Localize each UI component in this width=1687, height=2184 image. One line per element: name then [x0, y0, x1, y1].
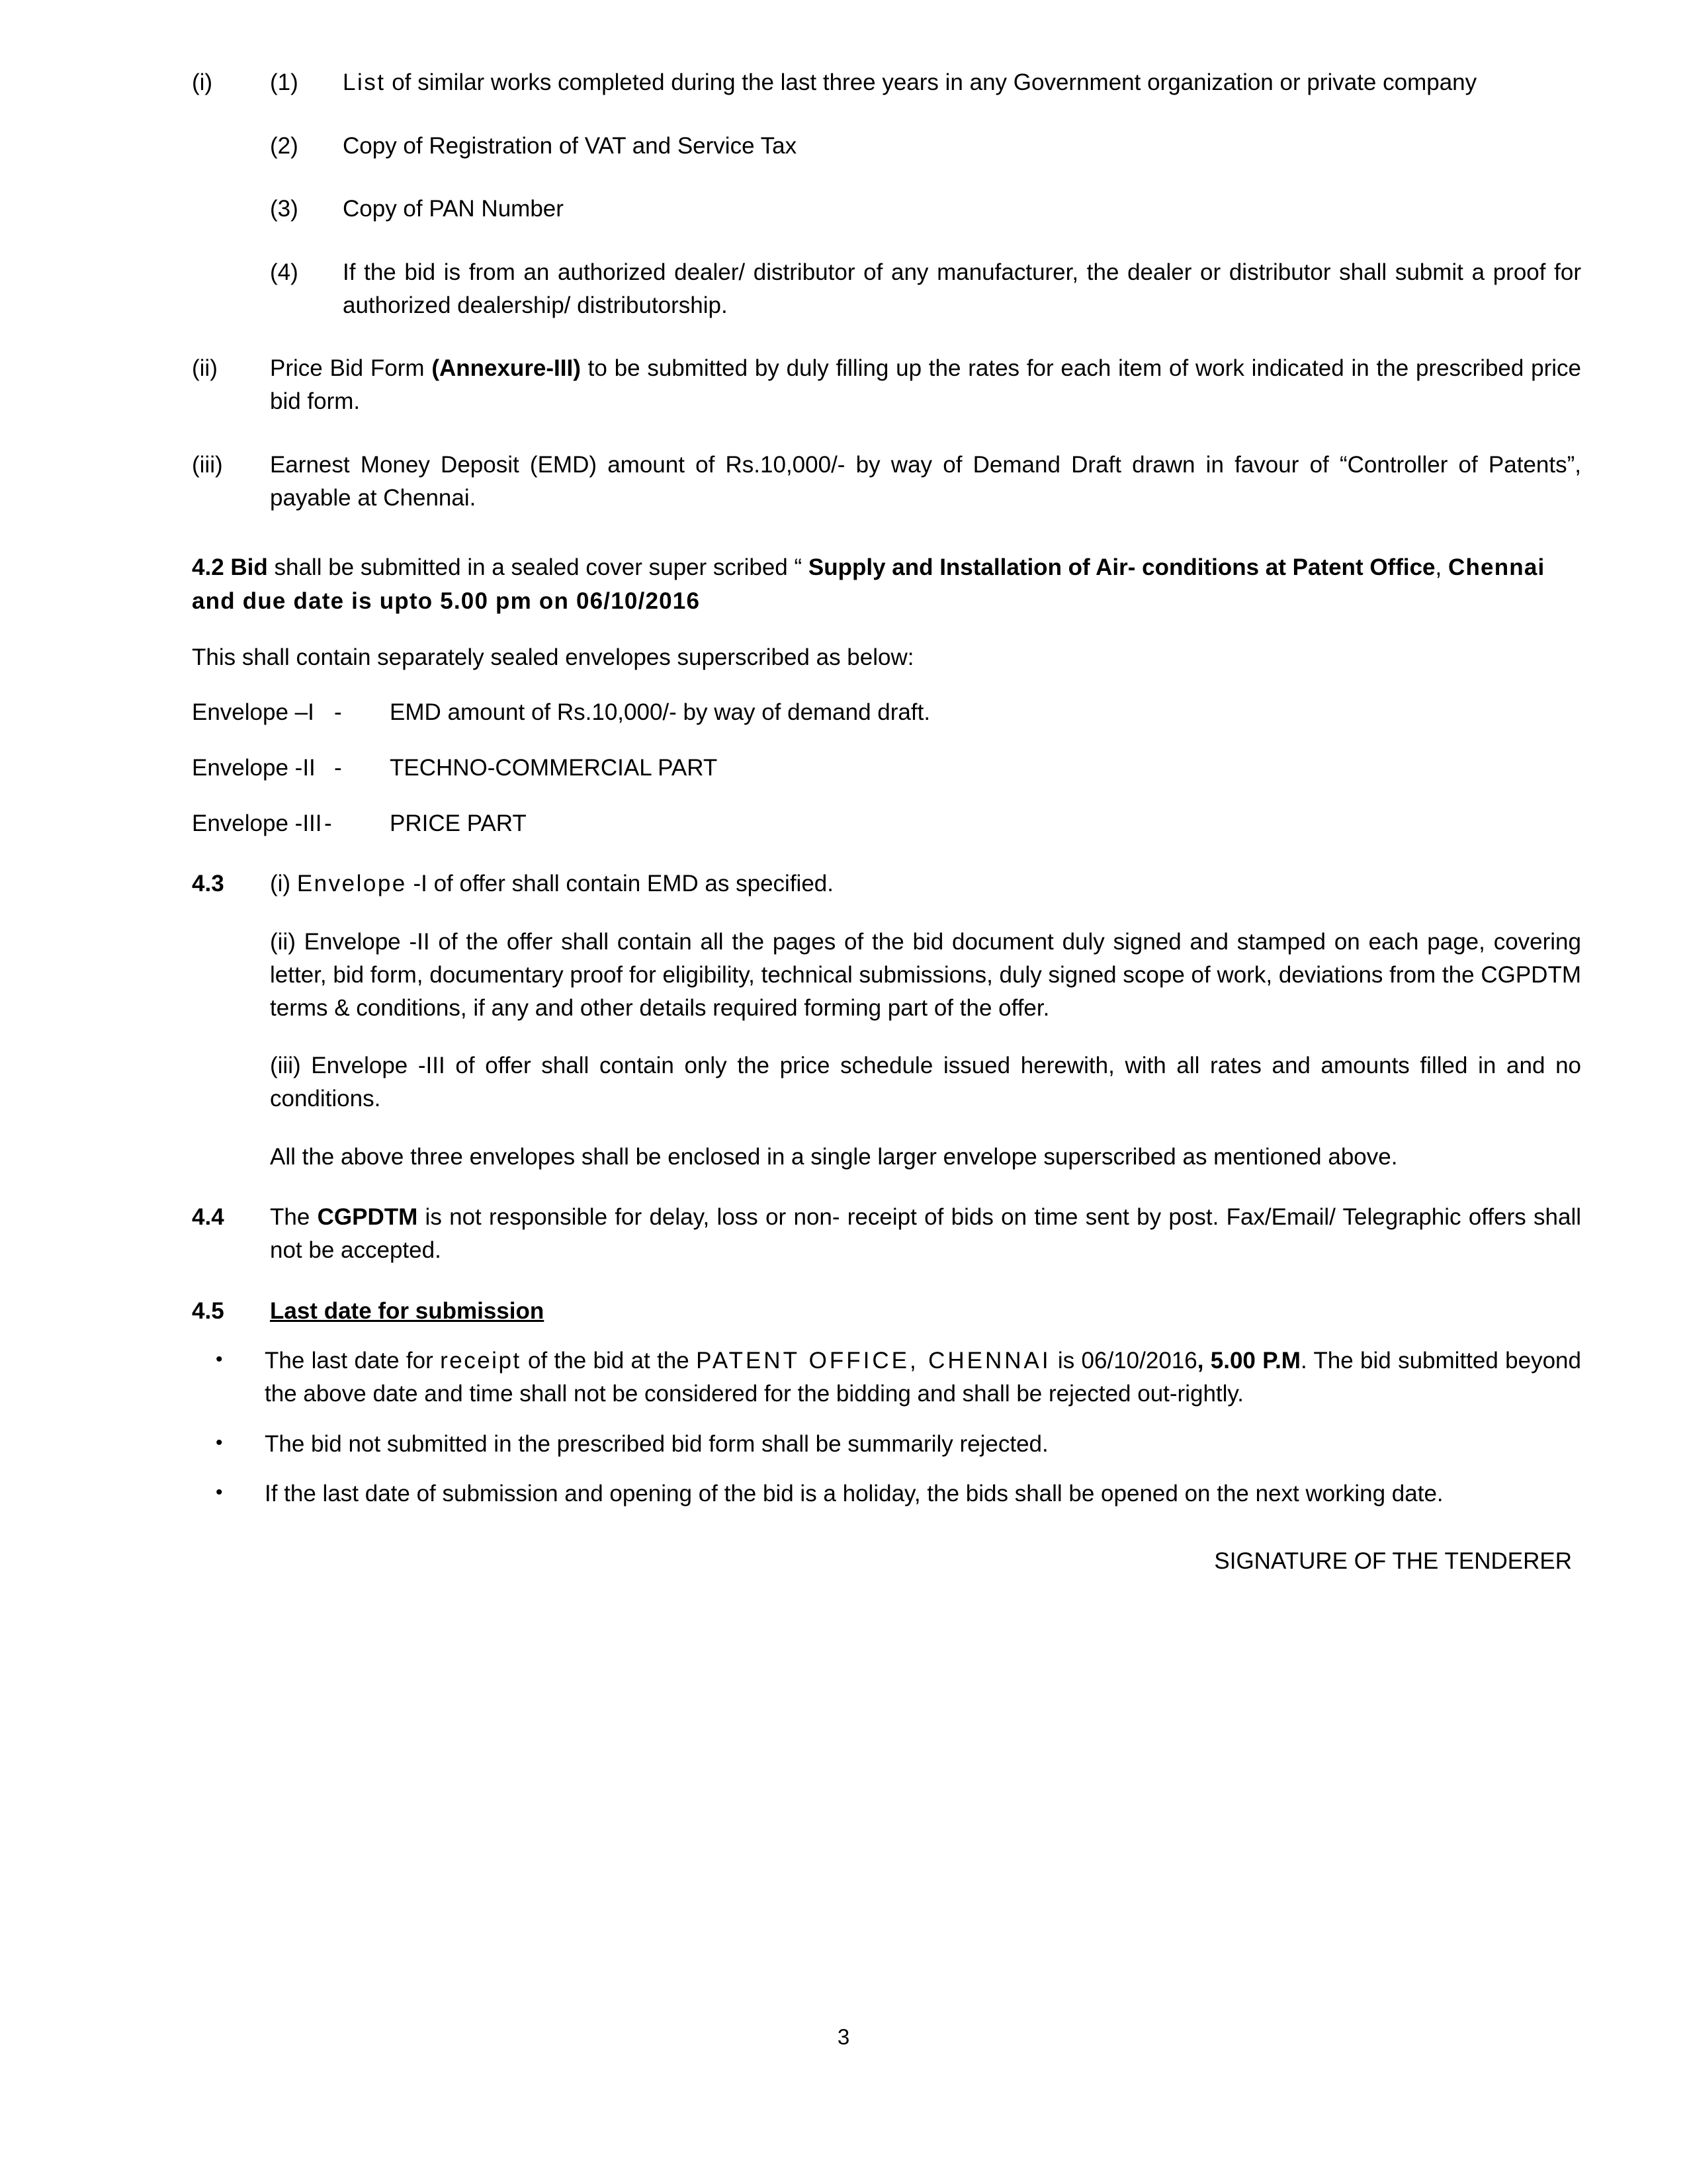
bullet-part-2: of the bid at the	[521, 1348, 697, 1374]
page-number: 3	[837, 2025, 850, 2049]
list-item-text: List of similar works completed during the last three years in any Government organization or private company	[343, 69, 1477, 95]
section-4-2	[192, 551, 1581, 619]
bullet-part-1: The last date for	[265, 1348, 441, 1374]
envelope-row	[192, 752, 1581, 785]
section-4-5-body	[270, 1295, 1581, 1328]
section-4-5-heading: Last date for submission	[270, 1297, 544, 1324]
list-item	[192, 1428, 1581, 1461]
list-marker-number: (1)	[270, 69, 298, 95]
list-item	[192, 1477, 1581, 1510]
list-item-text: If the bid is from an authorized dealer/ distributor of any manufacturer, the dealer or distributor shall submit a proof for authorized dealership/ distributorship.	[343, 259, 1581, 318]
price-bid-annexure: (Annexure-III)	[431, 355, 581, 382]
section-4-2-bold-1: Supply and Installation of Air- conditions at Patent Office	[808, 554, 1436, 581]
envelope-row	[192, 807, 1581, 840]
envelope-value: TECHNO-COMMERCIAL PART	[390, 755, 718, 781]
bullet-text: The bid not submitted in the prescribed bid form shall be summarily rejected.	[265, 1430, 1049, 1457]
bullet-text: If the last date of submission and opening of the bid is a holiday, the bids shall be opened on the next working date.	[265, 1481, 1444, 1507]
list-item	[192, 66, 1581, 99]
envelope-dash: -	[334, 699, 342, 726]
section-4-2-number: 4.2 Bid	[192, 554, 268, 581]
list-marker-roman: (i)	[192, 69, 213, 95]
signature-line: SIGNATURE OF THE TENDERER	[1214, 1548, 1572, 1575]
bullet-text	[265, 1344, 1581, 1410]
envelope-row	[192, 696, 1581, 729]
bullet-icon: •	[216, 1431, 223, 1454]
document-body	[192, 66, 1581, 1578]
section-4-2-intro: This shall contain separately sealed envelopes superscribed as below:	[192, 644, 914, 670]
para-i-prefix: (i)	[270, 871, 297, 897]
list-item-emd	[192, 449, 1581, 514]
list-item-text-rest: of similar works completed during the last three years in any Government organization or private company	[385, 69, 1477, 95]
list-item-text: Copy of Registration of VAT and Service Tax	[343, 132, 797, 159]
list-item	[192, 256, 1581, 322]
envelope-value: EMD amount of Rs.10,000/- by way of demand draft.	[390, 699, 931, 726]
bullet-spaced-receipt: receipt	[440, 1348, 521, 1374]
list-item	[192, 193, 1581, 226]
section-4-3-para-i	[270, 867, 1581, 900]
section-4-4-text-1: The	[270, 1204, 318, 1231]
section-4-4-number: 4.4	[192, 1204, 224, 1231]
list-marker-number: (4)	[270, 259, 298, 286]
price-bid-text-2: to be submitted by duly filling up the rates for each item of work indicated in the prescribed price bid form.	[270, 355, 1582, 415]
envelope-dash: -	[324, 810, 332, 836]
bullet-part-3: is 06/10/2016	[1051, 1348, 1197, 1374]
list-marker-roman: (iii)	[192, 451, 223, 478]
para-i-rest: -I of offer shall contain EMD as specified.	[406, 871, 834, 897]
section-4-3-para-iii: (iii) Envelope -III of offer shall contain only the price schedule issued herewith, with all rates and amounts filled in and no conditions.	[270, 1053, 1581, 1112]
list-item-text: Earnest Money Deposit (EMD) amount of Rs.10,000/- by way of Demand Draft drawn in favour of “Controller of Patents”, payable at Chennai.	[270, 451, 1581, 511]
section-4-3-para-iv: All the above three envelopes shall be enclosed in a single larger envelope superscribed as mentioned above.	[270, 1143, 1398, 1170]
section-4-3-number: 4.3	[192, 871, 224, 897]
section-4-2-text-2: ,	[1435, 554, 1448, 581]
price-bid-text-1: Price Bid Form	[270, 355, 432, 382]
section-4-3	[192, 867, 1581, 1173]
section-4-5-bullets	[192, 1344, 1581, 1510]
list-item-price-bid	[192, 352, 1581, 417]
list-marker-number: (3)	[270, 196, 298, 222]
section-4-3-body	[270, 867, 1581, 1173]
section-4-5	[192, 1295, 1581, 1328]
list-marker-roman: (ii)	[192, 355, 218, 382]
bullet-icon: •	[216, 1481, 223, 1504]
list-item-text	[270, 352, 1581, 417]
envelope-name: Envelope -II	[192, 755, 316, 781]
envelope-name: Envelope -III	[192, 810, 322, 836]
list-marker-number: (2)	[270, 132, 298, 159]
section-4-5-number: 4.5	[192, 1297, 224, 1324]
list-item	[192, 1344, 1581, 1410]
bullet-bold-time: , 5.00 P.M	[1197, 1348, 1301, 1374]
section-4-4	[192, 1201, 1581, 1266]
envelope-dash: -	[334, 755, 342, 781]
list-item-text: Copy of PAN Number	[343, 196, 564, 222]
bullet-part-4: . The bid submitted beyond the above date and time shall not be considered for the bidding and shall be rejected out-rightly.	[265, 1348, 1581, 1407]
section-4-2-bold-2: Chennai and due date is upto 5.00 pm on 06/10/2016	[192, 554, 1545, 614]
section-4-4-body	[270, 1201, 1581, 1266]
list-item	[192, 130, 1581, 163]
bullet-icon: •	[216, 1348, 223, 1371]
envelope-value: PRICE PART	[390, 810, 527, 836]
section-4-4-text-2: is not responsible for delay, loss or non- receipt of bids on time sent by post. Fax/Email/ Telegraphic offers shall not be accepted.	[270, 1204, 1581, 1263]
bullet-spaced-office: PATENT OFFICE, CHENNAI	[696, 1348, 1051, 1374]
envelope-name: Envelope –I	[192, 699, 314, 726]
section-4-3-para-ii: (ii) Envelope -II of the offer shall contain all the pages of the bid document duly signed and stamped on each page, covering letter, bid form, documentary proof for eligibility, technical submissions, duly signed scope of work, deviations from the CGPDTM terms & conditions, if any and other details required forming part of the offer.	[270, 929, 1581, 1021]
para-i-envelope: Envelope	[296, 871, 407, 897]
section-4-4-text	[270, 1201, 1581, 1266]
section-4-2-text-1: shall be submitted in a sealed cover super scribed “	[267, 554, 808, 581]
section-4-4-bold: CGPDTM	[317, 1204, 418, 1231]
